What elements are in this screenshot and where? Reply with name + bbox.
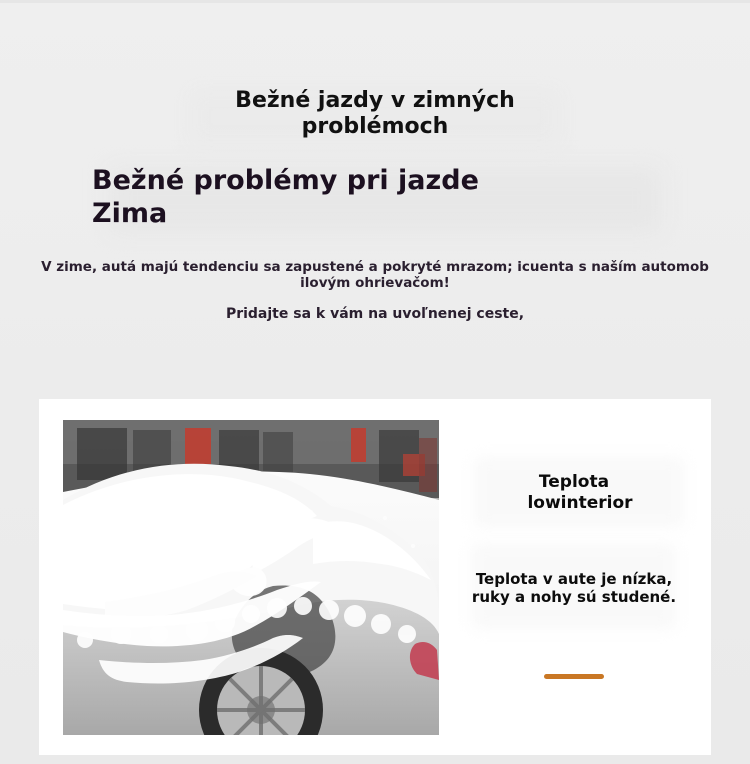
feature-card [39,399,711,755]
snow-car-image [63,420,439,735]
join-text: Pridajte sa k vám na uvoľnenej ceste, [225,306,525,322]
accent-bar [544,674,604,679]
feature-title-line1: Teplota [538,472,610,492]
top-divider [0,0,750,3]
feature-description: Teplota v aute je nízka, ruky a nohy sú studené. [471,570,677,606]
page-heading: Bežné jazdy v zimných problémoch [235,88,515,139]
snow-car-photo [63,420,439,735]
feature-title [489,472,659,514]
description-text: V zime, autá majú tendenciu sa zapustené a pokryté mrazom; icuenta s naším automob ilovým ohrievačom! [41,259,709,291]
page-subheading: Bežné problémy pri jazde Zima [92,165,479,229]
feature-title-line2: lowinterior [527,493,633,513]
